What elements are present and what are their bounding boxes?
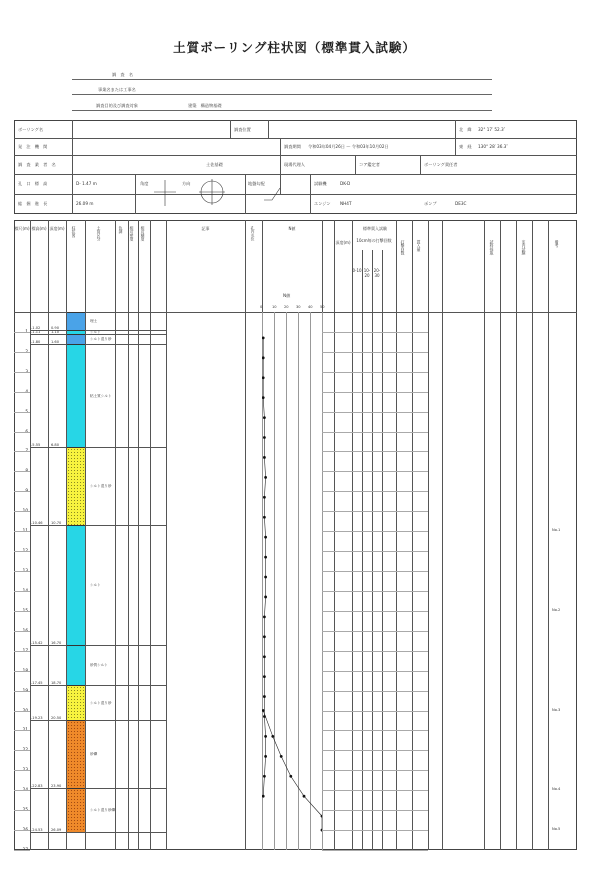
engine-value: NH4T (340, 201, 352, 206)
depth-tick-label: 20 (22, 707, 28, 713)
depth-tick-label: 25 (22, 807, 28, 813)
layer-depth: 6.80 (51, 443, 60, 448)
ground-slope-icon (260, 178, 286, 208)
n-value-line-lower (263, 711, 322, 831)
depth-tick-line (14, 611, 30, 612)
soil-layer (67, 344, 85, 448)
layer-boundary (30, 788, 166, 789)
depth-tick-label: 2 (25, 348, 28, 354)
depth-tick-label: 12 (22, 548, 28, 554)
layer-elevation: -1.02 (31, 325, 41, 330)
soil-layer (67, 645, 85, 685)
soil-name-label: シルト混り砂礫 (90, 808, 116, 813)
machine-label: 試験機 (314, 181, 327, 186)
soil-name-label: シルト (90, 329, 101, 334)
location-label: 調査位置 (234, 127, 251, 132)
layer-elevation: -5.55 (31, 443, 41, 448)
depth-tick-line (14, 830, 30, 831)
depth-tick-label: 13 (22, 568, 28, 574)
n-value-point (289, 775, 292, 778)
soil-name-label: シルト混り砂 (90, 484, 112, 489)
n-value-line (263, 338, 265, 796)
n-value-point (263, 635, 266, 638)
depth-tick-line (14, 491, 30, 492)
spt-row-line (322, 412, 428, 413)
client-label: 事業名または工事名 (98, 87, 136, 92)
boring-name-label: ボーリング名 (18, 127, 44, 132)
site-agent-label: 現場代理人 (284, 162, 305, 167)
col-consistency: 相対稠度 (141, 226, 146, 242)
depth-tick-line (14, 412, 30, 413)
layer-depth: 23.90 (51, 784, 62, 789)
direction-label: 方向 (182, 181, 191, 186)
layer-boundary (30, 720, 166, 721)
layer-boundary (30, 525, 166, 526)
depth-tick-label: 24 (22, 787, 28, 793)
depth-tick-line (14, 451, 30, 452)
col-b2: 10-20 (363, 268, 371, 278)
depth-tick-label: 17 (22, 647, 28, 653)
boring-manager-label: ボーリング責任者 (424, 162, 458, 167)
survey-name-label: 調 査 名 (112, 72, 133, 77)
soil-layer (67, 685, 85, 721)
n-axis-label: N値 (283, 293, 291, 298)
soil-name-label: 粘土質シルト (90, 393, 112, 398)
layer-depth: 20.50 (51, 716, 62, 721)
n-value-point (264, 755, 267, 758)
n-axis-tick-label: 20 (284, 305, 289, 309)
n-value-point (262, 396, 265, 399)
spt-row-line (322, 511, 428, 512)
core-label: コア鑑定者 (359, 162, 380, 167)
layer-depth: 10.70 (51, 521, 62, 526)
n-value-point (264, 576, 267, 579)
depth-tick-label: 16 (22, 627, 28, 633)
depth-tick-label: 15 (22, 607, 28, 613)
engine-label: エンジン (314, 201, 331, 206)
depth-tick-label: 26 (22, 827, 28, 833)
depth-tick-label: 7 (25, 448, 28, 454)
remark-entry: No.5 (552, 827, 561, 832)
spt-row-line (322, 750, 428, 751)
spt-row-line (322, 631, 428, 632)
n-value-point (263, 416, 266, 419)
depth-tick-line (14, 571, 30, 572)
n-value-chart (262, 312, 322, 850)
ground-slope-label: 地盤勾配 (248, 181, 265, 186)
col-spt-depth: 深度(m) (335, 240, 351, 245)
n-value-point (263, 615, 266, 618)
depth-tick-line (14, 750, 30, 751)
remark-entry: No.4 (552, 787, 561, 792)
spt-row-line (322, 451, 428, 452)
layer-boundary (30, 334, 166, 335)
n-value-point (263, 655, 266, 658)
spt-row-line (322, 591, 428, 592)
col-spt: 標準貫入試験 (363, 226, 387, 231)
n-axis-tick-label: 10 (272, 305, 277, 309)
spt-row-line (322, 471, 428, 472)
remark-entry: No.3 (552, 707, 561, 712)
spt-row-line (322, 531, 428, 532)
spt-row-line (322, 730, 428, 731)
spt-row-line (322, 432, 428, 433)
n-axis-tick-label: 0 (260, 305, 263, 309)
depth-tick-line (14, 730, 30, 731)
client-line (72, 94, 492, 95)
n-value-point (264, 596, 267, 599)
col-sample: 試料採取 (490, 240, 495, 256)
layer-boundary (30, 447, 166, 448)
spt-row-line (322, 810, 428, 811)
soil-layer (67, 447, 85, 525)
col-scale: 標尺(m) (14, 226, 30, 231)
soil-name-label: 埋土 (90, 318, 98, 323)
layer-elevation: -15.42 (31, 640, 43, 645)
n-value-point (263, 775, 266, 778)
depth-tick-line (14, 671, 30, 672)
depth-tick-line (14, 711, 30, 712)
depth-tick-label: 1 (25, 328, 28, 334)
depth-tick-label: 19 (22, 687, 28, 693)
col-blows-sub: 10cm毎の打撃回数 (356, 238, 392, 243)
layer-boundary (30, 645, 166, 646)
col-b3: 20-30 (373, 268, 381, 278)
depth-tick-label: 14 (22, 587, 28, 593)
n-value-point (264, 536, 267, 539)
total-depth-label: 総 掘 進 長 (18, 201, 48, 206)
spt-row-line (322, 491, 428, 492)
layer-boundary (30, 685, 166, 686)
soil-name-label: 砂礫 (90, 752, 98, 757)
depth-tick-line (14, 372, 30, 373)
depth-tick-line (14, 392, 30, 393)
spt-row-line (322, 611, 428, 612)
depth-tick-label: 27 (22, 847, 28, 852)
angle-diagram-icon (150, 178, 178, 208)
longitude-label: 東 経 (459, 144, 472, 149)
spt-row-line (322, 770, 428, 771)
spt-row-line (322, 711, 428, 712)
depth-tick-line (14, 352, 30, 353)
depth-tick-label: 9 (25, 488, 28, 494)
purpose-value: 建築 構造物基礎 (188, 103, 222, 108)
col-density: 相対密度 (130, 226, 135, 242)
depth-tick-label: 22 (22, 747, 28, 753)
soil-name-label: シルト混り砂 (90, 336, 112, 341)
direction-compass-icon (196, 176, 228, 212)
n-value-point (280, 755, 283, 758)
page-title: 土質ボーリング柱状図（標準貫入試験） (173, 40, 416, 55)
layer-depth: 18.70 (51, 680, 62, 685)
n-value-point (263, 516, 266, 519)
depth-tick-label: 23 (22, 767, 28, 773)
spt-row-line (322, 830, 428, 831)
col-description: 記事 (201, 226, 210, 231)
orderer-label: 発 注 機 関 (18, 144, 48, 149)
n-value-point (263, 496, 266, 499)
depth-tick-label: 3 (25, 368, 28, 374)
col-n-value: N値 (288, 226, 296, 231)
n-value-point (264, 476, 267, 479)
n-value-point (264, 735, 267, 738)
col-color: 色調 (119, 226, 124, 234)
n-value-point (321, 829, 322, 832)
spt-row-line (322, 850, 428, 851)
layer-elevation: -22.83 (31, 784, 43, 789)
depth-tick-line (14, 631, 30, 632)
depth-tick-line (14, 691, 30, 692)
layer-depth: 16.70 (51, 640, 62, 645)
n-value-point (263, 715, 266, 718)
col-remarks: 備考 (555, 240, 560, 248)
col-lab: 室内試験 (522, 240, 527, 256)
n-value-point (264, 556, 267, 559)
layer-depth: 0.90 (51, 325, 60, 330)
col-depth: 深度(m) (49, 226, 65, 231)
n-value-point (262, 795, 265, 798)
depth-tick-label: 10 (22, 508, 28, 514)
depth-tick-line (14, 551, 30, 552)
col-column: 柱状図 (72, 226, 77, 238)
layer-elevation: -10.46 (31, 521, 43, 526)
n-value-point (262, 376, 265, 379)
spt-row-line (322, 790, 428, 791)
spt-row-line (322, 392, 428, 393)
depth-tick-line (14, 651, 30, 652)
layer-boundary (30, 832, 166, 833)
n-axis-tick-label: 40 (308, 305, 313, 309)
depth-tick-label: 4 (25, 388, 28, 394)
period-label: 調査期間 (284, 144, 301, 149)
soil-layer (67, 334, 85, 344)
col-soil-name: 土質区分 (97, 226, 102, 242)
layer-depth: 26.09 (51, 827, 62, 832)
depth-tick-label: 5 (25, 408, 28, 414)
latitude-label: 北 緯 (459, 127, 472, 132)
n-value-point (262, 337, 265, 340)
col-b1: 0-10 (352, 268, 362, 273)
layer-elevation: -24.53 (31, 827, 43, 832)
machine-value: DK-D (340, 181, 351, 186)
col-penetration: 貫入量 (417, 240, 422, 252)
depth-tick-line (14, 591, 30, 592)
pump-value: DE3C (455, 201, 467, 206)
remark-entry: No.1 (552, 528, 561, 533)
n-axis-tick-label: 30 (296, 305, 301, 309)
period-value: 令和03年04月26日 ～ 令和03年10月02日 (308, 144, 389, 149)
soil-name-label: シルト混り砂 (90, 700, 112, 705)
n-axis-tick-label: 50 (320, 305, 325, 309)
depth-tick-line (14, 511, 30, 512)
company-label: 調 査 業 者 名 (18, 162, 56, 167)
soil-name-label: シルト (90, 582, 101, 587)
total-depth-value: 26.09 m (76, 201, 94, 206)
spt-row-line (322, 551, 428, 552)
spt-row-line (322, 332, 428, 333)
depth-tick-line (14, 471, 30, 472)
spt-row-line (322, 372, 428, 373)
purpose-line (72, 110, 492, 111)
longitude-value: 130° 28′ 36.3″ (478, 144, 508, 149)
layer-depth: 1.10 (51, 329, 60, 334)
depth-tick-line (14, 810, 30, 811)
layer-depth: 1.60 (51, 339, 60, 344)
soil-layer (67, 525, 85, 645)
latitude-value: 32° 17′ 52.3″ (478, 127, 506, 132)
depth-tick-label: 21 (22, 727, 28, 733)
n-value-point (262, 356, 265, 359)
spt-row-line (322, 352, 428, 353)
depth-tick-line (14, 850, 30, 851)
n-value-point (263, 675, 266, 678)
spt-row-line (322, 671, 428, 672)
depth-tick-label: 6 (25, 428, 28, 434)
layer-elevation: -17.45 (31, 680, 43, 685)
n-value-point (303, 795, 306, 798)
col-blows: 打撃回数 (401, 240, 406, 256)
spt-row-line (322, 571, 428, 572)
depth-tick-line (14, 432, 30, 433)
depth-tick-label: 18 (22, 667, 28, 673)
survey-name-line (72, 79, 492, 80)
depth-tick-line (14, 770, 30, 771)
depth-tick-line (14, 790, 30, 791)
depth-tick-label: 8 (25, 468, 28, 474)
col-elevation: 標高(m) (31, 226, 47, 231)
depth-tick-line (14, 332, 30, 333)
soil-layer (67, 312, 85, 330)
company-value: 土佐基礎 (206, 162, 223, 167)
soil-layer (67, 788, 85, 832)
layer-elevation: -19.23 (31, 716, 43, 721)
depth-tick-label: 11 (22, 528, 28, 534)
pump-label: ポンプ (424, 201, 437, 206)
elevation-label: 孔 口 標 高 (18, 181, 48, 186)
spt-row-line (322, 691, 428, 692)
n-value-point (271, 735, 274, 738)
soil-name-label: 砂質シルト (90, 662, 108, 667)
layer-elevation: -1.11 (31, 329, 41, 334)
col-water-level: 孔内水位 (251, 226, 256, 242)
soil-layer (67, 720, 85, 788)
n-value-point (263, 456, 266, 459)
n-value-point (263, 436, 266, 439)
n-value-point (263, 695, 266, 698)
layer-boundary (30, 344, 166, 345)
elevation-value: D- 1.47 m (76, 181, 97, 186)
depth-tick-line (14, 531, 30, 532)
remark-entry: No.2 (552, 607, 561, 612)
purpose-label: 調査目的及び調査対象 (96, 103, 138, 108)
spt-row-line (322, 651, 428, 652)
angle-label: 角度 (140, 181, 149, 186)
layer-elevation: -1.80 (31, 339, 41, 344)
